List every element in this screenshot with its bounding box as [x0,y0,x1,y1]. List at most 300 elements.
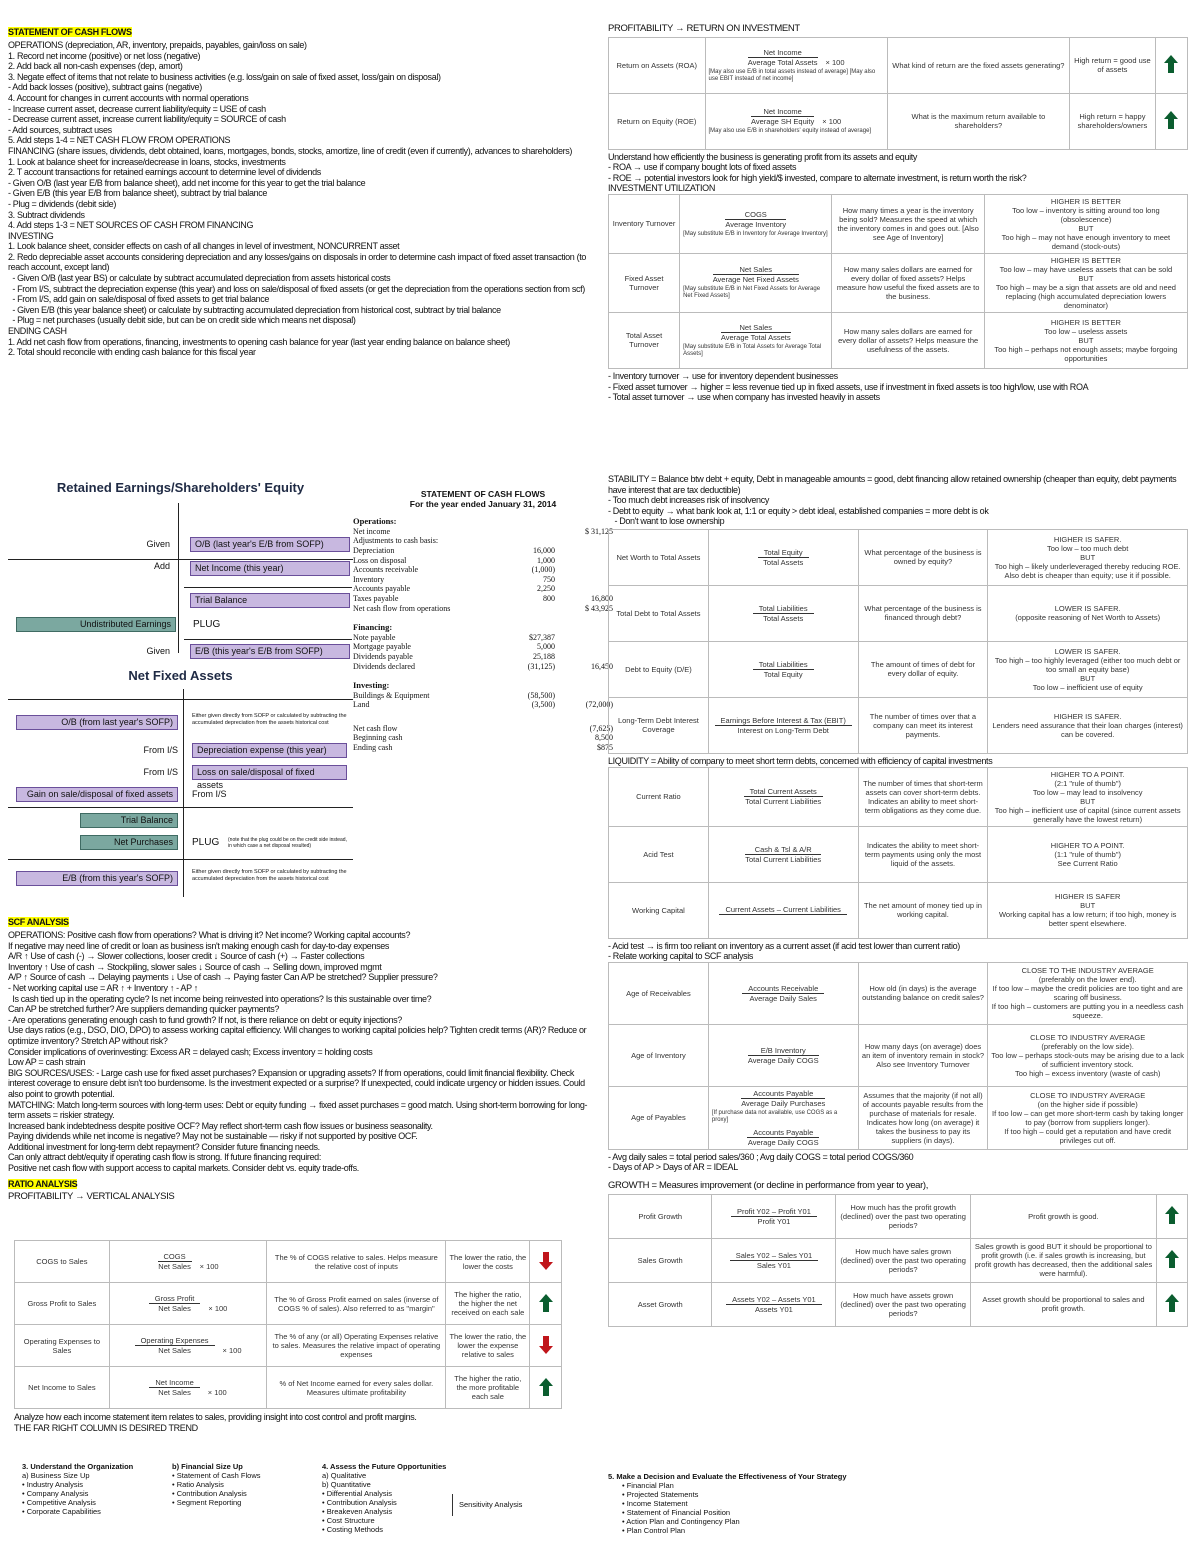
footer-item: • Company Analysis [22,1489,89,1498]
retained-earnings-diagram [8,480,353,658]
cfs-row-total [555,691,613,701]
cfs-example [353,490,613,753]
scf-analysis-line: Increased bank indebtedness despite positive OCF? May reflect short-term cash flow issues or business seasonality. [8,1120,433,1131]
scf-analysis-lines [8,930,592,1174]
scf-title: STATEMENT OF CASH FLOWS [8,27,132,37]
cfs-row-label: Net cash flow from operations [353,603,451,613]
scf-analysis-line: - Net working capital use = AR ↑ + Inventory ↑ - AP ↑ [8,982,198,993]
cfs-row-label: Dividends payable [353,651,413,661]
ratio-row [609,1024,1188,1086]
ratio-question: The number of times over that a company can meet its interest payments. [858,697,988,753]
scf-analysis-line: - Are operations generating enough cash to fund growth? If not, is there reliance on debt or equity injections? [8,1014,402,1025]
cfs-row-label: Inventory [353,574,385,584]
cfs-ending-rows [353,724,613,753]
scf-analysis-line: BIG SOURCES/USES: - Large cash use for fixed asset purchases? Expansion or upgrading assets? If from operations, could limit financial flexibility. Check interest coverage to ensure debt isn't too burdensome. Is the investment expected or a surprise? If unexpected, could indicate urgency or hidden issues. Could also point to growth potential. [8,1067,587,1099]
ratio-desired: The lower the ratio, the lower the expense relative to sales [446,1325,530,1367]
ratio-desired: HIGHER IS BETTER Too low – inventory is sitting around too long (obsolescence) BUT Too high – may not have enough inventory to meet demand (stock-outs) [984,194,1187,253]
note-line: - Fixed asset turnover → higher = less revenue tied up in fixed assets, use if investment in fixed assets is too high/low, use with ROA [608,381,1089,392]
scf-line: OPERATIONS (depreciation, AR, inventory, prepaids, payables, gain/loss on sale) [8,40,307,50]
ratio-formula [705,37,887,93]
stability-table [608,529,1188,754]
ratio-denominator: Average Inventory [725,219,787,229]
ratio-question: % of Net Income earned for every sales dollar. Measures ultimate profitability [267,1367,446,1409]
roi-section [608,24,1188,403]
cfs-row-label: Dividends declared [353,661,415,671]
ratio-fraction [745,845,821,864]
roi-title: PROFITABILITY → RETURN ON INVESTMENT [608,23,800,34]
ratio-row [609,253,1188,312]
trend-cell [530,1241,562,1283]
cfs-row-label: Net income [353,526,391,536]
scf-line: - Given E/B (this year E/B from balance sheet), subtract by trial balance [8,188,268,199]
ratio-name: Return on Assets (ROA) [609,37,706,93]
ratio-fraction [149,1378,199,1397]
scf-line: 4. Account for changes in current accounts with normal operations [8,92,249,103]
note-line: - Too much debt increases risk of insolvency [608,495,770,506]
ratio-desired: LOWER IS SAFER. Too high – too highly leveraged (either too much debt or too small an equity base) BUT Too low – inefficient use of equity [988,641,1188,697]
scf-analysis-line: Positive net cash flow with support access to capital markets. Consider debt vs. equity trade-offs. [8,1163,359,1174]
ratio-denominator: Average Net Fixed Assets [712,275,799,285]
ratio-formula [712,1238,836,1282]
ratio-name: Debt to Equity (D/E) [609,641,709,697]
cfs-row-amount: 1,000 [537,555,555,565]
arrow-up-icon [1164,1206,1180,1224]
footer-item: • Projected Statements [622,1490,699,1499]
scf-line: INVESTING [8,230,54,241]
cfs-row-amount: 25,188 [533,651,555,661]
footer-item: • Industry Analysis [22,1480,83,1489]
note-line: Understand how efficiently the business is generating profit from its assets and equity [608,151,918,162]
ratio-question: The % of Gross Profit earned on sales (inverse of COGS % of sales). Also referred to as "margin" [267,1283,446,1325]
trend-cell [530,1325,562,1367]
ratio-question: How much has the profit growth (declined) over the past two operating periods? [836,1194,970,1238]
scf-line: 1. Look at balance sheet for increase/decrease in loans, stocks, investments [8,156,286,167]
ratio-name: COGS to Sales [15,1241,110,1283]
ratio-formula [708,585,858,641]
ratio-formula [705,93,887,149]
ratio-denominator: Total Assets [763,613,804,623]
cfs-row-total: $ 43,925 [585,603,613,613]
ratio-fraction [719,905,846,915]
footer-item: • Ratio Analysis [172,1480,224,1489]
ratio-denominator: Total Current Liabilities [745,854,822,864]
ratio-question: How many sales dollars are earned for every dollar of assets? Helps measure the usefulness of the assets. [832,312,984,368]
cfs-row [353,662,613,672]
ratio-formula [109,1325,267,1367]
ratio-row [15,1241,562,1283]
ratio-desired: High return = good use of assets [1070,37,1156,93]
scf-line: 5. Add steps 1-4 = NET CASH FLOW FROM OPERATIONS [8,135,231,146]
ratio-desired: Sales growth is good BUT it should be proportional to profit growth (i.e. if sales growth is increasing, but profit growth has decreased, then the additional sales were harmful). [970,1238,1156,1282]
ratio-name: Age of Receivables [609,962,709,1024]
arrow-up-icon [1163,111,1179,129]
scf-line: - Increase current asset, decrease current liability/equity = USE of cash [8,103,266,114]
ratio-numerator: Current Assets – Current Liabilities [719,905,846,915]
growth-title: GROWTH = Measures improvement (or decline in performance from year to year), [608,1179,928,1191]
trend-cell [530,1367,562,1409]
scf-analysis-line: If negative may need line of credit or loan as business isn't making enough cash for day-to-day expenses [8,940,390,951]
ratio-numerator: Accounts Receivable [742,984,824,994]
ratio-question: What is the maximum return available to shareholders? [887,93,1069,149]
ratio-formula [109,1283,267,1325]
note-line: - Total asset turnover → use when company has invested heavily in assets [608,392,880,403]
ratio-formula [708,962,858,1024]
ratio-fraction [713,265,799,284]
cfs-row-label: Land [353,700,370,710]
ratio-fraction [721,323,791,342]
footer-item: a) Qualitative [322,1471,367,1480]
ratio-numerator: Accounts Payable [741,1089,825,1099]
ratio-formula [708,826,858,882]
cfs-row-amount: (1,000) [531,565,555,575]
ratio-name: Return on Equity (ROE) [609,93,706,149]
nfa-ob-box: O/B (from last year's SOFP) [16,715,178,730]
ratio-multiplier: × 100 [822,117,842,127]
scf-analysis-line: A/R ↑ Use of cash (-) → Slower collections, looser credit ↓ Source of cash (+) → Faster collections [8,951,365,962]
ratio-numerator: COGS [158,1252,192,1262]
ratio-row [15,1367,562,1409]
cfs-row-total: 16,450 [591,661,613,671]
cfs-row-total [555,546,613,556]
cfs-row-label: Mortgage payable [353,642,411,652]
cfs-row [353,546,613,556]
re-undistributed-box: Undistributed Earnings [16,617,176,632]
ratio-fraction [731,1207,817,1226]
ratio-denominator: Average Total Assets [720,332,791,342]
footer-col1-list [22,1471,152,1516]
cfs-row-total [555,642,613,652]
ratio-numerator: Net Income [149,1378,199,1388]
ratio-numerator: E/B Inventory [748,1046,819,1056]
ratio-fraction [725,210,786,229]
ratio-fraction [744,787,823,806]
note-line: - Acid test → is firm too reliant on inventory as a current asset (if acid test lower than current ratio) [608,940,960,951]
cfs-row-amount: 800 [543,593,555,603]
footer-item: • Contribution Analysis [322,1498,397,1507]
cfs-row-total: $875 [597,743,613,753]
arrow-up-icon [1164,1250,1180,1268]
ratio-note: [May substitute E/B in Inventory for Average Inventory] [683,230,828,237]
ratio-numerator: Total Current Assets [744,787,823,797]
note-line: - Debt to equity → what bank look at, 1:1 or equity > debt ideal, established companies = more debt is ok [608,505,989,516]
arrow-down-icon [538,1252,554,1270]
ratio-name: Current Ratio [609,767,709,826]
cfs-row [353,652,613,662]
footer-col2-list [172,1471,312,1507]
ratio-note: [May also use E/B in shareholders' equity instead of average] [708,128,872,135]
re-add-label: Add [153,561,170,571]
ratio-numerator: Net Sales [721,323,791,333]
ratio-row [609,93,1188,149]
ratio-formula [708,1024,858,1086]
note-line: THE FAR RIGHT COLUMN IS DESIRED TREND [14,1422,198,1433]
scf-analysis-line: Is cash tied up in the operating cycle? Is net income being reinvested into operations? Is this sustainable over time? [8,993,432,1004]
nfa-eb-note: Either given directly from SOFP or calculated by subtracting the accumulated depreciation from the assets historical cost [192,869,347,882]
nfa-plug-note: (note that the plug could be on the credit side instead, in which case a net disposal resulted) [228,837,347,849]
re-net-income-box: Net Income (this year) [190,561,350,576]
ratio-fraction [730,1251,818,1270]
cfs-row-total: (72,000) [585,700,613,710]
ratio-desired: The lower the ratio, the lower the costs [446,1241,530,1283]
cfs-row-label: Note payable [353,632,396,642]
ratio-name: Long-Term Debt Interest Coverage [609,697,709,753]
ratio-desired: HIGHER IS SAFER. Lenders need assurance that their loan charges (interest) can be covered. [988,697,1188,753]
footer-item: • Costing Methods [322,1525,383,1534]
cfs-row-amount: (3,500) [531,700,555,710]
ratio-denominator: Average Daily Purchases [741,1098,826,1108]
ratio-name: Sales Growth [609,1238,712,1282]
cfs-row [353,604,613,614]
cfs-financing-label: Financing: [353,622,393,633]
ratio-name: Gross Profit to Sales [15,1283,110,1325]
ratio-row [15,1283,562,1325]
cfs-row [353,556,613,566]
cfs-row-amount [507,536,555,546]
cfs-row-amount: 16,000 [533,545,555,555]
cfs-row-label: Ending cash [353,743,393,753]
re-plug-label: PLUG [193,619,221,630]
ratio-question: Indicates the ability to meet short-term payments using only the most liquid of the assets. [858,826,988,882]
cfs-row-total: (7,625) [589,723,613,733]
footer-item: • Income Statement [622,1499,688,1508]
ratio-row [609,882,1188,938]
scf-analysis-line: A/P ↑ Source of cash → Delaying payments ↓ Use of cash → Paying faster Can A/P be stretched? Supplier pressure? [8,972,438,983]
ratio-numerator: Gross Profit [149,1294,201,1304]
roi-notes [608,152,1188,184]
cfs-row [353,633,613,643]
nfa-from-is-label-2: From I/S [143,767,178,777]
ratio-fraction [758,548,809,567]
ratio-row [609,697,1188,753]
footer-item: a) Business Size Up [22,1471,90,1480]
scf-analysis-line: Low AP = cash strain [8,1057,86,1068]
ratio-denominator: Average Total Assets [747,57,818,67]
cfs-row-total [555,633,613,643]
footer-item: • Differential Analysis [322,1489,393,1498]
ratio-name: Fixed Asset Turnover [609,253,680,312]
cfs-row-amount: 5,000 [537,642,555,652]
scf-line: 2. Total should reconcile with ending cash balance for this fiscal year [8,347,256,358]
scf-lines [8,40,592,358]
cfs-row-amount [507,743,555,753]
age-ratios-table [608,962,1188,1150]
note-line: - Days of AP > Days of AR = IDEAL [608,1162,738,1173]
ratio-denominator: Net Sales [158,1388,191,1397]
ratio-question: The net amount of money tied up in working capital. [858,882,988,938]
cfs-row-total: 8,500 [595,733,613,743]
scf-analysis-line: OPERATIONS: Positive cash flow from operations? What is driving it? Net income? Working capital accounts? [8,930,411,940]
ratio-formula [712,1282,836,1326]
scf-analysis [8,912,592,1202]
re-eb-box: E/B (this year's E/B from SOFP) [190,644,350,659]
ratio-numerator: Operating Expenses [135,1336,215,1346]
scf-line: 2. Redo depreciable asset accounts considering depreciation and any losses/gains on disposals in order to determine cash impact of fixed asset transaction (to reach account, except land) [8,251,589,273]
scf-line: - Given E/B (this year balance sheet) or calculate by subtracting accumulated depreciation from historical cost, subtract by trial balance [8,304,501,315]
trend-cell [1156,1238,1187,1282]
note-line: - ROE → potential investors look for high yield/$ invested, compare to alternate investment, is return worth the risk? [608,172,1027,183]
scf-line: - Given O/B (last year E/B from balance sheet), add net income for this year to get the trial balance [8,177,366,188]
ratio-numerator: Accounts Payable [747,1128,819,1138]
re-title: Retained Earnings/Shareholders' Equity [56,480,305,495]
ratio-numerator: Net Income [748,48,818,58]
scf-line: - From I/S, add gain on sale/disposal of fixed assets to get trial balance [8,294,270,305]
ratio-row [609,312,1188,368]
ratio-denominator: Net Sales [158,1304,191,1313]
ratio-multiplier: × 100 [207,1388,227,1397]
footer-item: • Plan Control Plan [622,1526,686,1535]
ratio-name: Acid Test [609,826,709,882]
re-given2-label: Given [146,646,170,656]
footer-col2-title: b) Financial Size Up [172,1462,243,1471]
cfs-row-amount: (58,500) [527,690,555,700]
ratio-fraction [753,604,814,623]
footer-col1-title: 3. Understand the Organization [22,1462,134,1471]
cfs-row-label: Depreciation [353,545,395,555]
ratio-desired: The higher the ratio, the higher the net received on each sale [446,1283,530,1325]
ratio-denominator: Net Sales [158,1262,191,1271]
footer-col3-title: 4. Assess the Future Opportunities [322,1462,447,1471]
ratio-fraction [726,1295,822,1314]
ratio-fraction [747,1128,819,1147]
scf-analysis-line: Paying dividends while net income is negative? May not be sustainable — risky if not supported by positive OCF. [8,1131,418,1142]
cfs-row-label: Buildings & Equipment [353,690,430,700]
footer-item: • Statement of Financial Position [622,1508,731,1517]
ratio-denominator: Interest on Long-Term Debt [737,725,829,735]
ratio-fraction [751,107,814,126]
note-line: - Avg daily sales = total period sales/360 ; Avg daily COGS = total period COGS/360 [608,1151,914,1162]
nfa-gain-box: Gain on sale/disposal of fixed assets [16,787,178,802]
ratio-name: Total Asset Turnover [609,312,680,368]
stability-section [608,474,1188,1327]
ratio-fraction [158,1252,192,1271]
trend-cell [1155,37,1187,93]
cfs-row-amount [507,527,555,537]
ratio-desired: CLOSE TO THE INDUSTRY AVERAGE (preferably on the lower end). If too low – maybe the credit policies are too tight and are scaring off business. If too high – customers are putting you in a needless cash squeeze. [988,962,1188,1024]
cfs-row-amount: 750 [543,574,555,584]
cfs-row-total [555,536,613,546]
cfs-row-label: Loss on disposal [353,555,407,565]
cfs-row-label: Beginning cash [353,733,403,743]
ratio-row [609,529,1188,585]
ratio-denominator: Average Daily COGS [747,1055,819,1065]
scf-line: - Add back losses (positive), subtract gains (negative) [8,82,202,93]
liquidity-title: LIQUIDITY = Ability of company to meet short term debts, concerned with efficiency of capital investments [608,755,993,766]
arrow-up-icon [1163,55,1179,73]
cfs-row-total [555,565,613,575]
ratio-row [609,826,1188,882]
footer-item: • Statement of Cash Flows [172,1471,261,1480]
ratio-note: [If purchase data not available, use COGS as a proxy] [711,1109,838,1123]
ratio-name: Asset Growth [609,1282,712,1326]
scf-analysis-line: MATCHING: Match long-term sources with long-term uses: Debt or equity funding → fixed asset purchases = good match. Using short-term borrowing for long-term assets = riskier strategy. [8,1099,588,1121]
ratio-fraction [742,984,824,1003]
scf-line: 1. Add net cash flow from operations, financing, investments to opening cash balance for year (last year ending balance on balance sheet) [8,336,510,347]
ratio-name: Working Capital [609,882,709,938]
nfa-loss-box: Loss on sale/disposal of fixed assets [192,765,347,780]
ratio-desired: High return = happy shareholders/owners [1070,93,1156,149]
ratio-desired: HIGHER TO A POINT. (1:1 "rule of thumb") See Current Ratio [988,826,1188,882]
investment-utilization-notes [608,371,1188,403]
ratio-row [609,194,1188,253]
scf-analysis-line: Can only attract debt/equity if operating cash flow is strong. If future financing required: [8,1152,321,1163]
cfs-row-total [555,556,613,566]
ratio-denominator: Average Daily Sales [749,993,817,1003]
ratio-numerator: Cash & Tsl & A/R [745,845,821,855]
vertical-analysis-table-wrap [14,1240,562,1433]
ratio-note: [May substitute E/B in Net Fixed Assets for Average Net Fixed Assets] [683,286,821,300]
cfs-row [353,724,613,734]
nfa-plug-label: PLUG [192,837,220,848]
scf-line: 1. Look balance sheet, consider effects on cash of all changes in level of investment, NONCURRENT asset [8,241,400,252]
scf-line: - Plug = dividends (debit side) [8,198,116,209]
cfs-operations-rows [353,527,613,613]
cfs-row [353,733,613,743]
scf-analysis-line: Inventory ↑ Use of cash → Stockpiling, slower sales ↓ Source of cash → Selling down, improved mgmt [8,961,382,972]
ratio-numerator: Total Liabilities [753,660,814,670]
ratio-desired: Asset growth should be proportional to sales and profit growth. [970,1282,1156,1326]
note-line: - Relate working capital to SCF analysis [608,951,754,962]
cfs-row [353,527,613,537]
ratio-name: Operating Expenses to Sales [15,1325,110,1367]
cfs-investing-label: Investing: [353,680,390,691]
ratio-row [609,1086,1188,1149]
ratio-denominator: Net Sales [158,1346,191,1355]
scf-line: 4. Add steps 1-3 = NET SOURCES OF CASH FROM FINANCING [8,220,254,231]
cfs-row-amount: $27,387 [529,632,555,642]
ratio-question: How much have assets grown (declined) over the past two operating periods? [836,1282,970,1326]
ratio-formula [712,1194,836,1238]
cfs-subtitle: For the year ended January 31, 2014 [409,498,557,509]
footer-item: • Breakeven Analysis [322,1507,393,1516]
nfa-title: Net Fixed Assets [128,668,233,683]
nfa-net-purchases-box: Net Purchases [80,835,178,850]
ratio-question: The number of times that short-term assets can cover short-term debts. Indicates an ability to meet short-term obligations as they come due. [858,767,988,826]
ratio-name: Age of Payables [609,1086,709,1149]
cfs-row-label: Accounts receivable [353,565,419,575]
ratio-name: Total Debt to Total Assets [609,585,709,641]
age-ratios-notes [608,1152,1188,1173]
scf-analysis-line: Use days ratios (e.g., DSO, DIO, DPO) to assess working capital efficiency. Will changes to working capital policies help? Tighten credit terms (AR)? Reduce or optimize inventory? Stretch AP without risk? [8,1025,589,1046]
ratio-fraction [748,48,818,67]
ratio-question: What percentage of the business is financed through debt? [858,585,988,641]
cfs-investing-rows [353,691,613,710]
nfa-eb-box: E/B (from this year's SOFP) [16,871,178,886]
arrow-up-icon [538,1378,554,1396]
ratio-row [609,767,1188,826]
nfa-from-is-label-3: From I/S [192,789,227,799]
ratio-question: The % of COGS relative to sales. Helps measure the relative cost of inputs [267,1241,446,1283]
ratio-desired: Profit growth is good. [970,1194,1156,1238]
scf-analysis-line: Can AP be stretched further? Are suppliers demanding quicker payments? [8,1004,280,1015]
ratio-denominator: Total Assets [763,557,804,567]
scf-line: 3. Negate effect of items that not relate to business activities (e.g. loss/gain on sale of fixed asset, loss/gain on disposal) [8,71,441,82]
ratio-numerator: Net Income [751,107,814,117]
liquidity-notes [608,941,1188,962]
cfs-row-total: $ 31,125 [585,526,613,536]
cfs-title: STATEMENT OF CASH FLOWS [420,489,546,499]
ratio-question: How many times a year is the inventory being sold? Measures the speed at which the inventory comes in and goes out. [Also see Age of Inventory] [832,194,984,253]
ratio-row [609,641,1188,697]
ratio-multiplier: × 100 [208,1304,228,1313]
cfs-row-amount [507,604,555,614]
footer-right-list [608,1481,1188,1535]
cfs-row [353,565,613,575]
vertical-analysis-title: PROFITABILITY → VERTICAL ANALYSIS [8,1190,175,1202]
cfs-row [353,700,613,710]
ratio-question: How much have sales grown (declined) over the past two operating periods? [836,1238,970,1282]
footer-item: • Action Plan and Contingency Plan [622,1517,740,1526]
ratio-fraction [715,716,852,735]
